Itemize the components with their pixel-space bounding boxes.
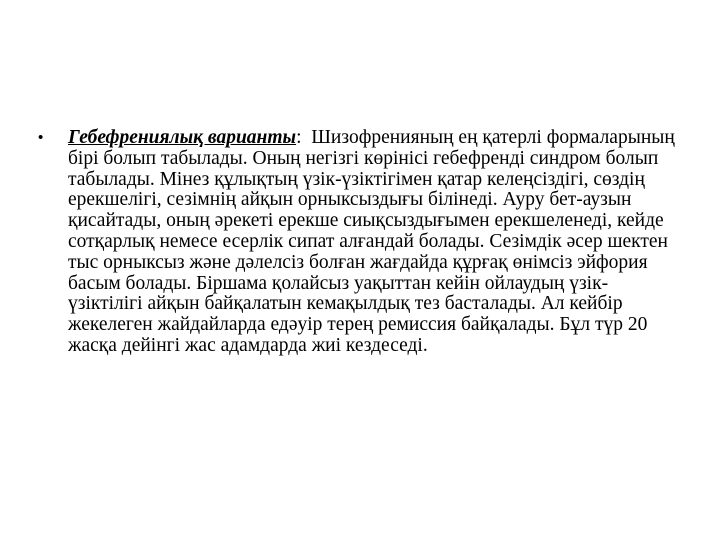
bullet-item	[38, 128, 678, 357]
body-text: Шизофренияның ең қатерлі формаларының бірі болып табылады. Оның негізгі көрінісі гебефренді синдром болып табылады. Мінез құлықтың үзік-үзіктігімен қатар келеңсіздігі, сөздің ерекшелігі, сезімнің айқын орныксыздығы білінеді. Ауру бет-аузын қисайтады, оның әрекеті ерекше сиықсыздығымен ерекшеленеді, кейде сотқарлық немесе есерлік сипат алғандай болады. Сезімдік әсер шектен тыс орныксыз және дәлелсіз болған жағдайда құрғақ өнімсіз эйфория басым болады. Біршама қолайсыз уақыттан кейін ойлаудың үзік-үзіктілігі айқын байқалатын кемақылдық тез басталады. Ал кейбір жекелеген жайдайларда едәуір терең ремиссия байқалады. Бұл түр 20 жасқа дейінгі жас адамдарда жиі кездеседі.	[68, 127, 675, 356]
bullet-paragraph	[68, 128, 678, 357]
term-heading: Гебефрениялық варианты	[68, 127, 297, 148]
bullet-icon: •	[38, 129, 44, 146]
term-colon: :	[296, 127, 302, 148]
